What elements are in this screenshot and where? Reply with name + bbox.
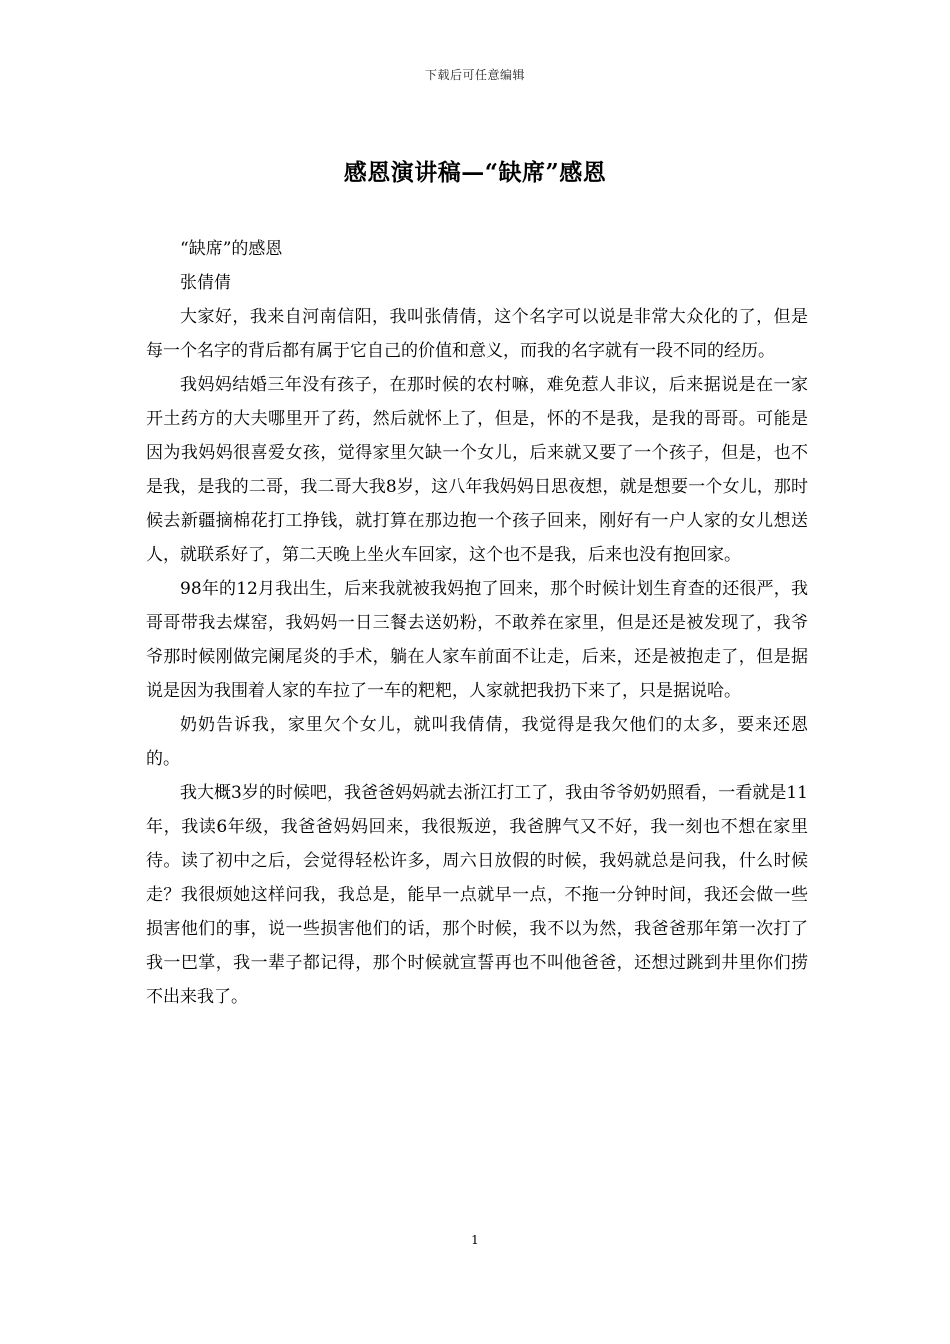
subtitle-paragraph: “缺席”的感恩 [180, 239, 283, 259]
body-paragraph: 奶奶告诉我，家里欠个女儿，就叫我倩倩，我觉得是我欠他们的太多，要来还恩的。 [146, 715, 808, 769]
author-paragraph: 张倩倩 [180, 273, 231, 293]
page-number: 1 [471, 1233, 479, 1247]
header-note: 下载后可任意编辑 [424, 68, 525, 82]
body-paragraph: 我大概3岁的时候吧，我爸爸妈妈就去浙江打工了，我由爷爷奶奶照看，一看就是11年，我读6年级，我爸爸妈妈回来，我很叛逆，我爸脾气又不好，我一刻也不想在家里待。读了初中之后，会觉得轻松许多，周六日放假的时候，我妈就总是问我，什么时候走？我很烦她这样问我，我总是，能早一点就早一点，不拖一分钟时间，我还会做一些损害他们的事，说一些损害他们的话，那个时候，我不以为然，我爸爸那年第一次打了我一巴掌，我一辈子都记得，那个时候就宣誓再也不叫他爸爸，还想过跳到井里你们捞不出来我了。 [146, 783, 808, 1007]
body-paragraph: 大家好，我来自河南信阳，我叫张倩倩，这个名字可以说是非常大众化的了，但是每一个名字的背后都有属于它自己的价值和意义，而我的名字就有一段不同的经历。 [146, 307, 808, 361]
document-title: 感恩演讲稿—“缺席”感恩 [343, 159, 607, 186]
document-body [146, 232, 808, 1014]
body-paragraph: 98年的12月我出生，后来我就被我妈抱了回来，那个时候计划生育查的还很严，我哥哥带我去煤窑，我妈妈一日三餐去送奶粉，不敢养在家里，但是还是被发现了，我爷爷那时候刚做完阑尾炎的手术，躺在人家车前面不让走，后来，还是被抱走了，但是据说是因为我围着人家的车拉了一车的粑粑，人家就把我扔下来了，只是据说哈。 [146, 579, 808, 701]
body-paragraph: 我妈妈结婚三年没有孩子，在那时候的农村嘛，难免惹人非议，后来据说是在一家开土药方的大夫哪里开了药，然后就怀上了，但是，怀的不是我，是我的哥哥。可能是因为我妈妈很喜爱女孩，觉得家里欠缺一个女儿，后来就又要了一个孩子，但是，也不是我，是我的二哥，我二哥大我8岁，这八年我妈妈日思夜想，就是想要一个女儿，那时候去新疆摘棉花打工挣钱，就打算在那边抱一个孩子回来，刚好有一户人家的女儿想送人，就联系好了，第二天晚上坐火车回家，这个也不是我，后来也没有抱回家。 [146, 375, 808, 565]
